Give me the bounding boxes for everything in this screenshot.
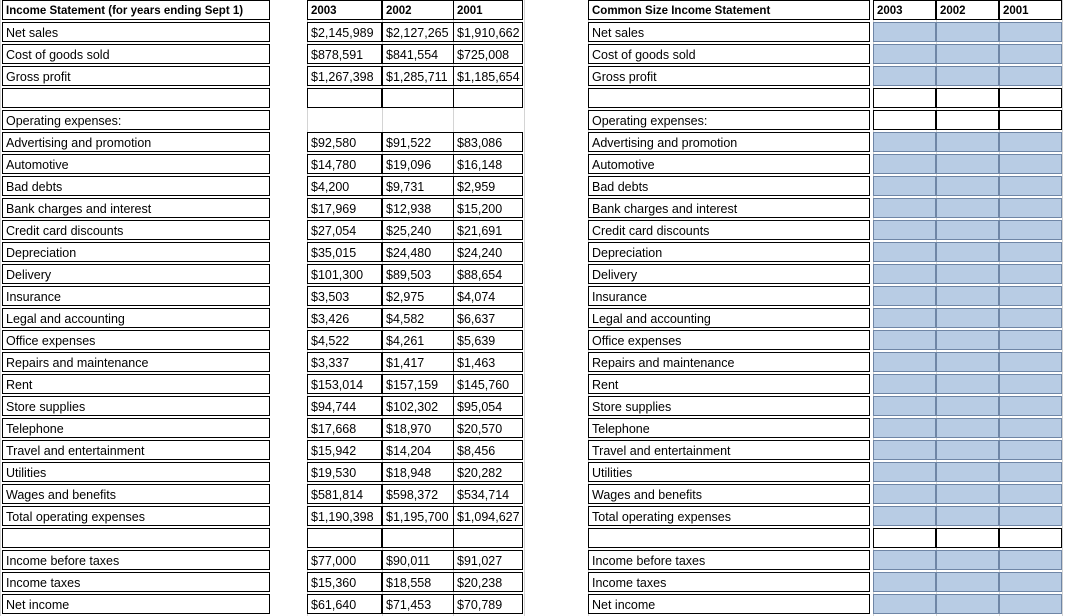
row-label-advertising-and-promotion[interactable]: Advertising and promotion: [2, 132, 270, 152]
cs-blank-cell[interactable]: [999, 88, 1062, 108]
cs-cell-automotive-2003[interactable]: [873, 154, 936, 174]
value-cell-travel-and-entertainment-2003[interactable]: $15,942: [307, 440, 382, 460]
value-cell-net-income-2003[interactable]: $61,640: [307, 594, 382, 614]
cs-row-label-telephone[interactable]: Telephone: [588, 418, 870, 438]
value-cell-repairs-and-maintenance-2001[interactable]: $1,463: [453, 352, 523, 372]
blank-value-cell[interactable]: [453, 528, 523, 548]
row-label-legal-and-accounting[interactable]: Legal and accounting: [2, 308, 270, 328]
value-cell-rent-2001[interactable]: $145,760: [453, 374, 523, 394]
cs-cell-gross-profit-2003[interactable]: [873, 66, 936, 86]
cs-cell-travel-and-entertainment-2001[interactable]: [999, 440, 1062, 460]
cs-opex-header-cell[interactable]: [873, 110, 936, 130]
value-cell-net-income-2002[interactable]: $71,453: [382, 594, 454, 614]
cs-cell-gross-profit-2002[interactable]: [936, 66, 999, 86]
cs-cell-rent-2001[interactable]: [999, 374, 1062, 394]
row-label-credit-card-discounts[interactable]: Credit card discounts: [2, 220, 270, 240]
row-label-net-sales[interactable]: Net sales: [2, 22, 270, 42]
value-cell-office-expenses-2002[interactable]: $4,261: [382, 330, 454, 350]
row-label-income-before-taxes[interactable]: Income before taxes: [2, 550, 270, 570]
cs-row-label-net-sales[interactable]: Net sales: [588, 22, 870, 42]
cs-row-label-bad-debts[interactable]: Bad debts: [588, 176, 870, 196]
cs-blank-cell[interactable]: [873, 528, 936, 548]
cs-cell-rent-2002[interactable]: [936, 374, 999, 394]
cs-cell-total-operating-expenses-2003[interactable]: [873, 506, 936, 526]
value-cell-repairs-and-maintenance-2003[interactable]: $3,337: [307, 352, 382, 372]
value-cell-store-supplies-2001[interactable]: $95,054: [453, 396, 523, 416]
row-label-telephone[interactable]: Telephone: [2, 418, 270, 438]
cs-cell-credit-card-discounts-2003[interactable]: [873, 220, 936, 240]
row-label-depreciation[interactable]: Depreciation: [2, 242, 270, 262]
cs-cell-travel-and-entertainment-2002[interactable]: [936, 440, 999, 460]
value-cell-wages-and-benefits-2002[interactable]: $598,372: [382, 484, 454, 504]
cs-row-label-automotive[interactable]: Automotive: [588, 154, 870, 174]
value-cell-delivery-2002[interactable]: $89,503: [382, 264, 454, 284]
cs-cell-bad-debts-2001[interactable]: [999, 176, 1062, 196]
cs-cell-income-before-taxes-2003[interactable]: [873, 550, 936, 570]
value-cell-income-taxes-2001[interactable]: $20,238: [453, 572, 523, 592]
value-cell-travel-and-entertainment-2001[interactable]: $8,456: [453, 440, 523, 460]
value-cell-gross-profit-2003[interactable]: $1,267,398: [307, 66, 382, 86]
cs-cell-telephone-2003[interactable]: [873, 418, 936, 438]
cs-cell-net-sales-2003[interactable]: [873, 22, 936, 42]
cs-cell-repairs-and-maintenance-2003[interactable]: [873, 352, 936, 372]
cs-cell-insurance-2003[interactable]: [873, 286, 936, 306]
value-cell-legal-and-accounting-2003[interactable]: $3,426: [307, 308, 382, 328]
value-cell-cost-of-goods-sold-2002[interactable]: $841,554: [382, 44, 454, 64]
cs-cell-depreciation-2001[interactable]: [999, 242, 1062, 262]
value-cell-total-operating-expenses-2001[interactable]: $1,094,627: [453, 506, 523, 526]
value-cell-advertising-and-promotion-2003[interactable]: $92,580: [307, 132, 382, 152]
blank-label[interactable]: [2, 528, 270, 548]
cs-cell-income-taxes-2001[interactable]: [999, 572, 1062, 592]
row-label-income-taxes[interactable]: Income taxes: [2, 572, 270, 592]
value-cell-automotive-2003[interactable]: $14,780: [307, 154, 382, 174]
cs-blank-cell[interactable]: [873, 88, 936, 108]
value-cell-net-sales-2002[interactable]: $2,127,265: [382, 22, 454, 42]
row-label-total-operating-expenses[interactable]: Total operating expenses: [2, 506, 270, 526]
income-statement-title[interactable]: Income Statement (for years ending Sept 1): [2, 0, 270, 20]
value-cell-net-income-2001[interactable]: $70,789: [453, 594, 523, 614]
value-cell-office-expenses-2001[interactable]: $5,639: [453, 330, 523, 350]
value-cell-income-before-taxes-2002[interactable]: $90,011: [382, 550, 454, 570]
row-label-rent[interactable]: Rent: [2, 374, 270, 394]
year-header-2003[interactable]: 2003: [307, 0, 382, 20]
cs-cell-utilities-2002[interactable]: [936, 462, 999, 482]
blank-value-cell[interactable]: [453, 88, 523, 108]
cs-row-label-store-supplies[interactable]: Store supplies: [588, 396, 870, 416]
value-cell-cost-of-goods-sold-2003[interactable]: $878,591: [307, 44, 382, 64]
cs-cell-total-operating-expenses-2001[interactable]: [999, 506, 1062, 526]
cs-cell-depreciation-2002[interactable]: [936, 242, 999, 262]
value-cell-utilities-2002[interactable]: $18,948: [382, 462, 454, 482]
cs-cell-net-income-2002[interactable]: [936, 594, 999, 614]
cs-opex-header-cell[interactable]: [936, 110, 999, 130]
cs-cell-automotive-2002[interactable]: [936, 154, 999, 174]
value-cell-cost-of-goods-sold-2001[interactable]: $725,008: [453, 44, 523, 64]
cs-year-header-2001[interactable]: 2001: [999, 0, 1062, 20]
cs-cell-income-before-taxes-2001[interactable]: [999, 550, 1062, 570]
value-cell-total-operating-expenses-2003[interactable]: $1,190,398: [307, 506, 382, 526]
cs-cell-bank-charges-and-interest-2001[interactable]: [999, 198, 1062, 218]
blank-label[interactable]: [2, 88, 270, 108]
cs-row-label-office-expenses[interactable]: Office expenses: [588, 330, 870, 350]
cs-blank-cell[interactable]: [936, 88, 999, 108]
value-cell-bad-debts-2002[interactable]: $9,731: [382, 176, 454, 196]
row-label-gross-profit[interactable]: Gross profit: [2, 66, 270, 86]
cs-cell-income-taxes-2003[interactable]: [873, 572, 936, 592]
value-cell-store-supplies-2002[interactable]: $102,302: [382, 396, 454, 416]
value-cell-income-before-taxes-2001[interactable]: $91,027: [453, 550, 523, 570]
value-cell-credit-card-discounts-2002[interactable]: $25,240: [382, 220, 454, 240]
cs-row-label-travel-and-entertainment[interactable]: Travel and entertainment: [588, 440, 870, 460]
cs-cell-gross-profit-2001[interactable]: [999, 66, 1062, 86]
cs-row-label-rent[interactable]: Rent: [588, 374, 870, 394]
cs-row-label-gross-profit[interactable]: Gross profit: [588, 66, 870, 86]
value-cell-legal-and-accounting-2002[interactable]: $4,582: [382, 308, 454, 328]
opex-header[interactable]: Operating expenses:: [2, 110, 270, 130]
value-cell-total-operating-expenses-2002[interactable]: $1,195,700: [382, 506, 454, 526]
value-cell-bank-charges-and-interest-2003[interactable]: $17,969: [307, 198, 382, 218]
value-cell-telephone-2002[interactable]: $18,970: [382, 418, 454, 438]
row-label-travel-and-entertainment[interactable]: Travel and entertainment: [2, 440, 270, 460]
value-cell-insurance-2001[interactable]: $4,074: [453, 286, 523, 306]
value-cell-travel-and-entertainment-2002[interactable]: $14,204: [382, 440, 454, 460]
cs-row-label-net-income[interactable]: Net income: [588, 594, 870, 614]
cs-cell-store-supplies-2001[interactable]: [999, 396, 1062, 416]
row-label-repairs-and-maintenance[interactable]: Repairs and maintenance: [2, 352, 270, 372]
value-cell-net-sales-2001[interactable]: $1,910,662: [453, 22, 523, 42]
cs-cell-repairs-and-maintenance-2001[interactable]: [999, 352, 1062, 372]
cs-cell-credit-card-discounts-2002[interactable]: [936, 220, 999, 240]
row-label-office-expenses[interactable]: Office expenses: [2, 330, 270, 350]
cs-cell-cost-of-goods-sold-2003[interactable]: [873, 44, 936, 64]
cs-cell-depreciation-2003[interactable]: [873, 242, 936, 262]
value-cell-automotive-2002[interactable]: $19,096: [382, 154, 454, 174]
value-cell-insurance-2003[interactable]: $3,503: [307, 286, 382, 306]
cs-cell-legal-and-accounting-2001[interactable]: [999, 308, 1062, 328]
cs-cell-telephone-2001[interactable]: [999, 418, 1062, 438]
cs-row-label-income-taxes[interactable]: Income taxes: [588, 572, 870, 592]
row-label-delivery[interactable]: Delivery: [2, 264, 270, 284]
cs-cell-office-expenses-2002[interactable]: [936, 330, 999, 350]
blank-value-cell[interactable]: [382, 528, 454, 548]
year-header-2001[interactable]: 2001: [453, 0, 523, 20]
value-cell-insurance-2002[interactable]: $2,975: [382, 286, 454, 306]
cs-cell-office-expenses-2001[interactable]: [999, 330, 1062, 350]
value-cell-telephone-2001[interactable]: $20,570: [453, 418, 523, 438]
cs-opex-header[interactable]: Operating expenses:: [588, 110, 870, 130]
cs-cell-bank-charges-and-interest-2002[interactable]: [936, 198, 999, 218]
cs-cell-delivery-2002[interactable]: [936, 264, 999, 284]
cs-cell-wages-and-benefits-2001[interactable]: [999, 484, 1062, 504]
cs-row-label-cost-of-goods-sold[interactable]: Cost of goods sold: [588, 44, 870, 64]
value-cell-telephone-2003[interactable]: $17,668: [307, 418, 382, 438]
cs-cell-cost-of-goods-sold-2002[interactable]: [936, 44, 999, 64]
cs-year-header-2002[interactable]: 2002: [936, 0, 999, 20]
cs-cell-delivery-2003[interactable]: [873, 264, 936, 284]
value-cell-depreciation-2003[interactable]: $35,015: [307, 242, 382, 262]
cs-cell-travel-and-entertainment-2003[interactable]: [873, 440, 936, 460]
cs-cell-cost-of-goods-sold-2001[interactable]: [999, 44, 1062, 64]
value-cell-repairs-and-maintenance-2002[interactable]: $1,417: [382, 352, 454, 372]
cs-cell-bad-debts-2003[interactable]: [873, 176, 936, 196]
value-cell-credit-card-discounts-2003[interactable]: $27,054: [307, 220, 382, 240]
cs-cell-net-income-2003[interactable]: [873, 594, 936, 614]
value-cell-rent-2002[interactable]: $157,159: [382, 374, 454, 394]
cs-cell-bank-charges-and-interest-2003[interactable]: [873, 198, 936, 218]
value-cell-delivery-2001[interactable]: $88,654: [453, 264, 523, 284]
row-label-cost-of-goods-sold[interactable]: Cost of goods sold: [2, 44, 270, 64]
value-cell-bank-charges-and-interest-2001[interactable]: $15,200: [453, 198, 523, 218]
cs-blank-cell[interactable]: [999, 528, 1062, 548]
cs-row-label-repairs-and-maintenance[interactable]: Repairs and maintenance: [588, 352, 870, 372]
year-header-2002[interactable]: 2002: [382, 0, 454, 20]
cs-cell-insurance-2002[interactable]: [936, 286, 999, 306]
row-label-wages-and-benefits[interactable]: Wages and benefits: [2, 484, 270, 504]
value-cell-legal-and-accounting-2001[interactable]: $6,637: [453, 308, 523, 328]
row-label-net-income[interactable]: Net income: [2, 594, 270, 614]
cs-cell-legal-and-accounting-2003[interactable]: [873, 308, 936, 328]
row-label-utilities[interactable]: Utilities: [2, 462, 270, 482]
cs-cell-net-income-2001[interactable]: [999, 594, 1062, 614]
cs-cell-credit-card-discounts-2001[interactable]: [999, 220, 1062, 240]
cs-cell-net-sales-2001[interactable]: [999, 22, 1062, 42]
value-cell-wages-and-benefits-2001[interactable]: $534,714: [453, 484, 523, 504]
value-cell-advertising-and-promotion-2002[interactable]: $91,522: [382, 132, 454, 152]
cs-cell-income-taxes-2002[interactable]: [936, 572, 999, 592]
value-cell-gross-profit-2002[interactable]: $1,285,711: [382, 66, 454, 86]
value-cell-rent-2003[interactable]: $153,014: [307, 374, 382, 394]
cs-cell-advertising-and-promotion-2002[interactable]: [936, 132, 999, 152]
cs-cell-income-before-taxes-2002[interactable]: [936, 550, 999, 570]
value-cell-income-taxes-2002[interactable]: $18,558: [382, 572, 454, 592]
cs-cell-store-supplies-2002[interactable]: [936, 396, 999, 416]
cs-blank-label[interactable]: [588, 88, 870, 108]
value-cell-advertising-and-promotion-2001[interactable]: $83,086: [453, 132, 523, 152]
cs-row-label-legal-and-accounting[interactable]: Legal and accounting: [588, 308, 870, 328]
cs-blank-cell[interactable]: [936, 528, 999, 548]
cs-cell-automotive-2001[interactable]: [999, 154, 1062, 174]
value-cell-automotive-2001[interactable]: $16,148: [453, 154, 523, 174]
cs-row-label-bank-charges-and-interest[interactable]: Bank charges and interest: [588, 198, 870, 218]
cs-row-label-total-operating-expenses[interactable]: Total operating expenses: [588, 506, 870, 526]
value-cell-bank-charges-and-interest-2002[interactable]: $12,938: [382, 198, 454, 218]
row-label-bank-charges-and-interest[interactable]: Bank charges and interest: [2, 198, 270, 218]
cs-cell-advertising-and-promotion-2001[interactable]: [999, 132, 1062, 152]
row-label-insurance[interactable]: Insurance: [2, 286, 270, 306]
cs-cell-utilities-2001[interactable]: [999, 462, 1062, 482]
cs-cell-telephone-2002[interactable]: [936, 418, 999, 438]
value-cell-utilities-2003[interactable]: $19,530: [307, 462, 382, 482]
cs-row-label-delivery[interactable]: Delivery: [588, 264, 870, 284]
cs-cell-net-sales-2002[interactable]: [936, 22, 999, 42]
row-label-bad-debts[interactable]: Bad debts: [2, 176, 270, 196]
cs-row-label-credit-card-discounts[interactable]: Credit card discounts: [588, 220, 870, 240]
cs-year-header-2003[interactable]: 2003: [873, 0, 936, 20]
blank-value-cell[interactable]: [307, 88, 382, 108]
value-cell-store-supplies-2003[interactable]: $94,744: [307, 396, 382, 416]
value-cell-office-expenses-2003[interactable]: $4,522: [307, 330, 382, 350]
value-cell-net-sales-2003[interactable]: $2,145,989: [307, 22, 382, 42]
cs-blank-label[interactable]: [588, 528, 870, 548]
value-cell-bad-debts-2003[interactable]: $4,200: [307, 176, 382, 196]
value-cell-income-taxes-2003[interactable]: $15,360: [307, 572, 382, 592]
blank-value-cell[interactable]: [382, 88, 454, 108]
cs-row-label-wages-and-benefits[interactable]: Wages and benefits: [588, 484, 870, 504]
cs-cell-insurance-2001[interactable]: [999, 286, 1062, 306]
value-cell-depreciation-2001[interactable]: $24,240: [453, 242, 523, 262]
cs-row-label-utilities[interactable]: Utilities: [588, 462, 870, 482]
value-cell-depreciation-2002[interactable]: $24,480: [382, 242, 454, 262]
value-cell-income-before-taxes-2003[interactable]: $77,000: [307, 550, 382, 570]
cs-cell-utilities-2003[interactable]: [873, 462, 936, 482]
cs-cell-bad-debts-2002[interactable]: [936, 176, 999, 196]
cs-row-label-income-before-taxes[interactable]: Income before taxes: [588, 550, 870, 570]
cs-cell-store-supplies-2003[interactable]: [873, 396, 936, 416]
common-size-title[interactable]: Common Size Income Statement: [588, 0, 870, 20]
cs-cell-total-operating-expenses-2002[interactable]: [936, 506, 999, 526]
value-cell-wages-and-benefits-2003[interactable]: $581,814: [307, 484, 382, 504]
value-cell-gross-profit-2001[interactable]: $1,185,654: [453, 66, 523, 86]
row-label-store-supplies[interactable]: Store supplies: [2, 396, 270, 416]
cs-cell-wages-and-benefits-2003[interactable]: [873, 484, 936, 504]
cs-row-label-depreciation[interactable]: Depreciation: [588, 242, 870, 262]
cs-cell-office-expenses-2003[interactable]: [873, 330, 936, 350]
cs-row-label-insurance[interactable]: Insurance: [588, 286, 870, 306]
row-label-automotive[interactable]: Automotive: [2, 154, 270, 174]
cs-cell-repairs-and-maintenance-2002[interactable]: [936, 352, 999, 372]
cs-cell-wages-and-benefits-2002[interactable]: [936, 484, 999, 504]
cs-cell-rent-2003[interactable]: [873, 374, 936, 394]
cs-cell-legal-and-accounting-2002[interactable]: [936, 308, 999, 328]
blank-value-cell[interactable]: [307, 528, 382, 548]
cs-row-label-advertising-and-promotion[interactable]: Advertising and promotion: [588, 132, 870, 152]
cs-opex-header-cell[interactable]: [999, 110, 1062, 130]
value-cell-utilities-2001[interactable]: $20,282: [453, 462, 523, 482]
value-cell-bad-debts-2001[interactable]: $2,959: [453, 176, 523, 196]
cs-cell-advertising-and-promotion-2003[interactable]: [873, 132, 936, 152]
value-cell-credit-card-discounts-2001[interactable]: $21,691: [453, 220, 523, 240]
value-cell-delivery-2003[interactable]: $101,300: [307, 264, 382, 284]
cs-cell-delivery-2001[interactable]: [999, 264, 1062, 284]
